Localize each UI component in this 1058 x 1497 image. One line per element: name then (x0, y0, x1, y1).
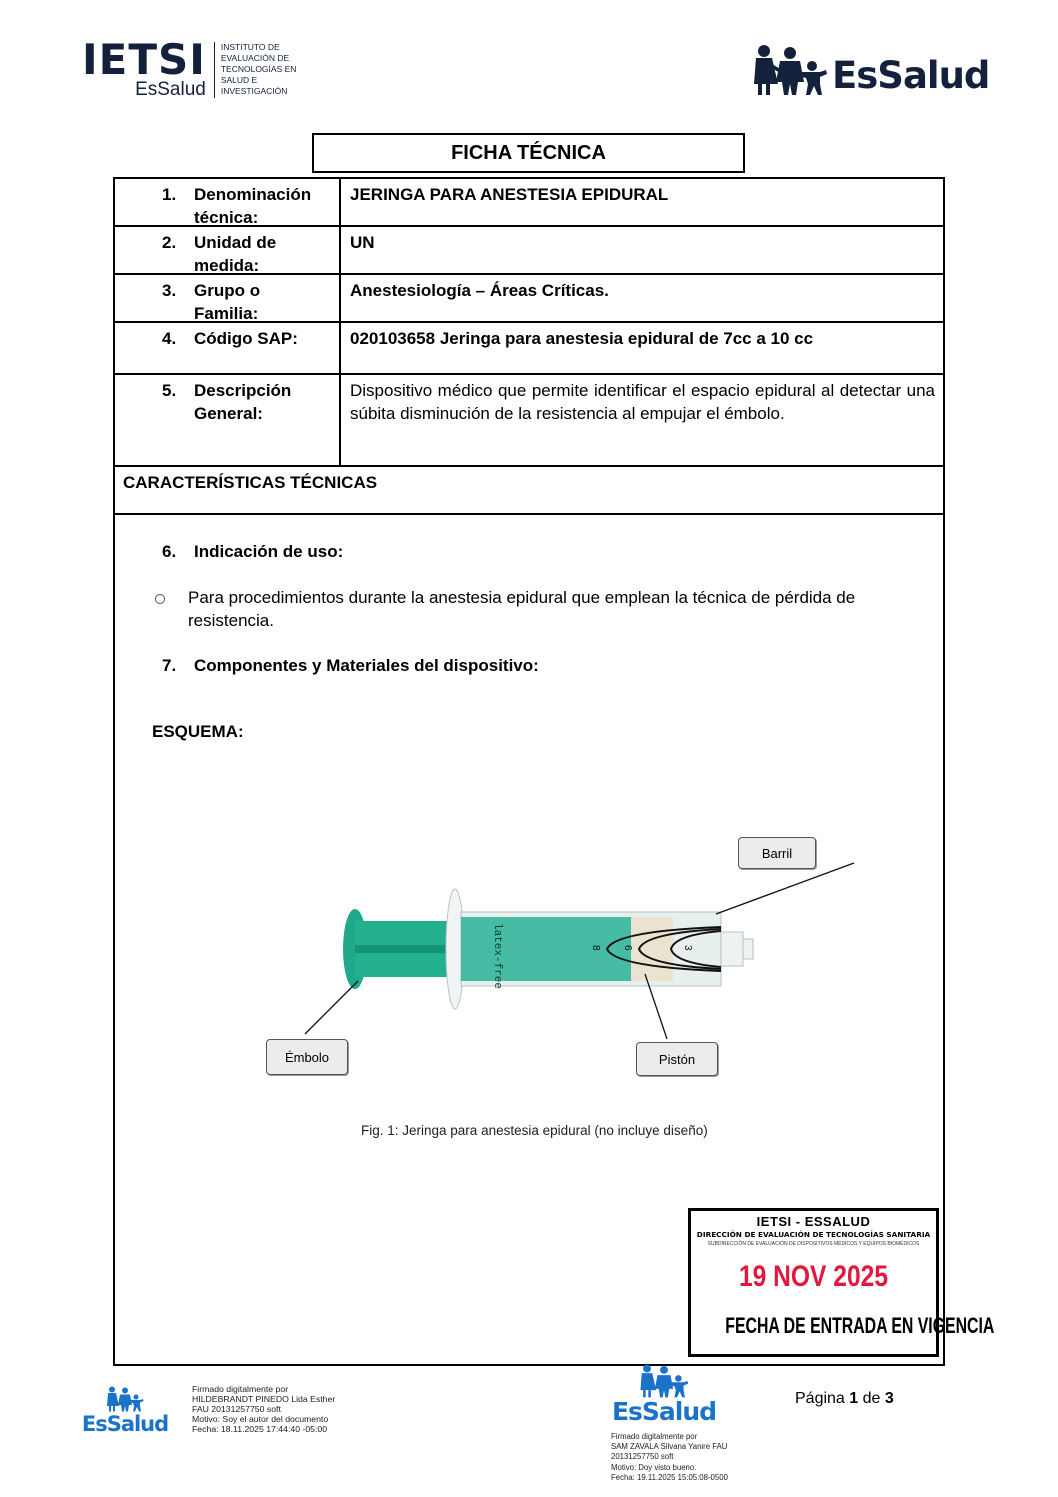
item-number: 6. (162, 542, 177, 561)
signature-line: 20131257750 soft (611, 1452, 674, 1462)
section-heading: CARACTERÍSTICAS TÉCNICAS (123, 473, 378, 492)
item-heading-indicacion: Indicación de uso: (194, 542, 344, 561)
family-figures-icon (752, 44, 828, 96)
callout-piston (636, 1042, 718, 1076)
callout-barril (738, 837, 816, 869)
field-row-codigo-sap (115, 323, 943, 375)
callout-label: Barril (761, 845, 793, 861)
field-row-grupo (115, 275, 943, 323)
signature-line: Motivo: Soy el autor del documento (192, 1414, 329, 1424)
essalud-signature-logo (81, 1386, 169, 1436)
family-figures-icon (637, 1364, 691, 1398)
stamp-date: 19 NOV 2025 (738, 1260, 889, 1293)
family-figures-icon (103, 1386, 147, 1412)
ietsi-acronym: IETSI (82, 35, 206, 84)
validity-stamp (688, 1208, 995, 1357)
essalud-signature-logo (611, 1364, 717, 1426)
stamp-org: IETSI - ESSALUD (756, 1214, 871, 1229)
signature-line: Firmado digitalmente por (611, 1432, 698, 1441)
hollow-bullet-icon (155, 594, 165, 604)
signature-line: Firmado digitalmente por (192, 1384, 289, 1394)
field-value: JERINGA PARA ANESTESIA EPIDURAL (350, 185, 669, 204)
ietsi-brand: EsSalud (135, 79, 206, 100)
bullet-text: Para procedimientos durante la anestesia epidural que emplean la técnica de pérdida de resistencia. (188, 588, 856, 630)
signature-line: HILDEBRANDT PINEDO Lida Esther (192, 1394, 336, 1404)
institute-line: TECNOLOGÍAS EN (220, 64, 297, 74)
luer-tip-end (743, 939, 753, 959)
field-value: Anestesiología – Áreas Críticas. (350, 281, 609, 300)
graduation-label: 6 (622, 945, 633, 951)
ietsi-institute-name (221, 42, 297, 98)
field-label: Código SAP: (194, 329, 298, 348)
stamp-direction: DIRECCIÓN DE EVALUACIÓN DE TECNOLOGÍAS SANITARIA (696, 1230, 931, 1239)
field-label-cell (115, 179, 341, 225)
piston (631, 917, 673, 981)
signature-line: FAU 20131257750 soft (192, 1404, 281, 1414)
institute-line: INSTITUTO DE (220, 42, 280, 52)
institute-line: INVESTIGACIÓN (220, 86, 288, 96)
institute-line: EVALUACIÓN DE (220, 53, 290, 63)
field-number: 5. (162, 381, 177, 400)
stamp-footer: FECHA DE ENTRADA EN VIGENCIA (725, 1313, 995, 1338)
field-number: 1. (162, 185, 177, 204)
item-number: 7. (162, 656, 177, 675)
signature-line: Fecha: 18.11.2025 17:44:40 -05:00 (192, 1424, 328, 1434)
signature-line: SAM ZAVALA Silvana Yanire FAU (611, 1442, 728, 1452)
ietsi-logo (82, 35, 297, 100)
page-total: 3 (884, 1390, 894, 1407)
technical-sheet-table (113, 177, 995, 1366)
stamp-subdirection: SUBDIRECCIÓN DE EVALUACIÓN DE DISPOSITIVOS MÉDICOS Y EQUIPOS BIOMÉDICOS (707, 1241, 920, 1247)
callout-label: Émbolo (284, 1049, 330, 1065)
field-label: Grupo o Familia: (194, 281, 261, 323)
field-label-cell (115, 275, 341, 321)
field-number: 3. (162, 281, 177, 300)
field-label: Descripción General: (194, 381, 292, 423)
plunger-inside (461, 917, 631, 981)
field-label-cell (115, 227, 341, 273)
field-row-descripcion (115, 375, 943, 467)
field-row-unidad (115, 227, 943, 275)
graduation-label: 3 (682, 945, 693, 951)
item-heading-componentes: Componentes y Materiales del dispositivo: (194, 656, 539, 675)
figure-caption: Fig. 1: Jeringa para anestesia epidural (no incluye diseño) (361, 1123, 708, 1138)
field-row-denominacion (115, 179, 943, 227)
field-value: UN (350, 233, 375, 252)
barrel-leader-line (716, 863, 854, 914)
field-value: Dispositivo médico que permite identificar el espacio epidural al detectar una súbita disminución de la resistencia al empujar el émbolo. (350, 381, 935, 423)
field-label: Denominación técnica: (194, 185, 312, 227)
schema-heading: ESQUEMA: (152, 722, 244, 741)
field-number: 2. (162, 233, 177, 252)
digital-signature-2 (611, 1432, 728, 1483)
field-label: Unidad de medida: (194, 233, 277, 275)
digital-signature-1 (192, 1384, 335, 1434)
luer-tip (721, 932, 743, 966)
essalud-logo (752, 44, 989, 96)
graduation-label: 8 (590, 945, 601, 951)
field-value: 020103658 Jeringa para anestesia epidural de 7cc a 10 cc (350, 329, 814, 348)
institute-line: SALUD E (220, 75, 258, 85)
field-label-cell (115, 375, 341, 465)
signature-line: Fecha: 19.11.2025 15:05:08-0500 (611, 1472, 728, 1482)
barrel-print: latex-free (491, 923, 503, 990)
plunger-leader-line (305, 981, 358, 1034)
logo-divider (214, 42, 215, 98)
page-separator: de (862, 1390, 881, 1407)
page-prefix: Página (795, 1390, 845, 1407)
field-number: 4. (162, 329, 177, 348)
signature-line: Motivo: Doy visto bueno. (611, 1462, 697, 1472)
document-title (312, 133, 745, 173)
field-label-cell (115, 323, 341, 373)
callout-label: Pistón (658, 1051, 696, 1067)
characteristics-header-row (115, 467, 943, 515)
plunger-rib (355, 945, 450, 953)
signature-brand: EsSalud (81, 1412, 169, 1436)
page-current: 1 (849, 1390, 859, 1407)
page-indicator (795, 1389, 894, 1408)
essalud-brand: EsSalud (832, 54, 990, 97)
syringe-diagram (255, 829, 855, 1109)
callout-embolo (266, 1039, 348, 1075)
title-text: FICHA TÉCNICA (451, 141, 606, 164)
signature-brand: EsSalud (611, 1397, 717, 1426)
